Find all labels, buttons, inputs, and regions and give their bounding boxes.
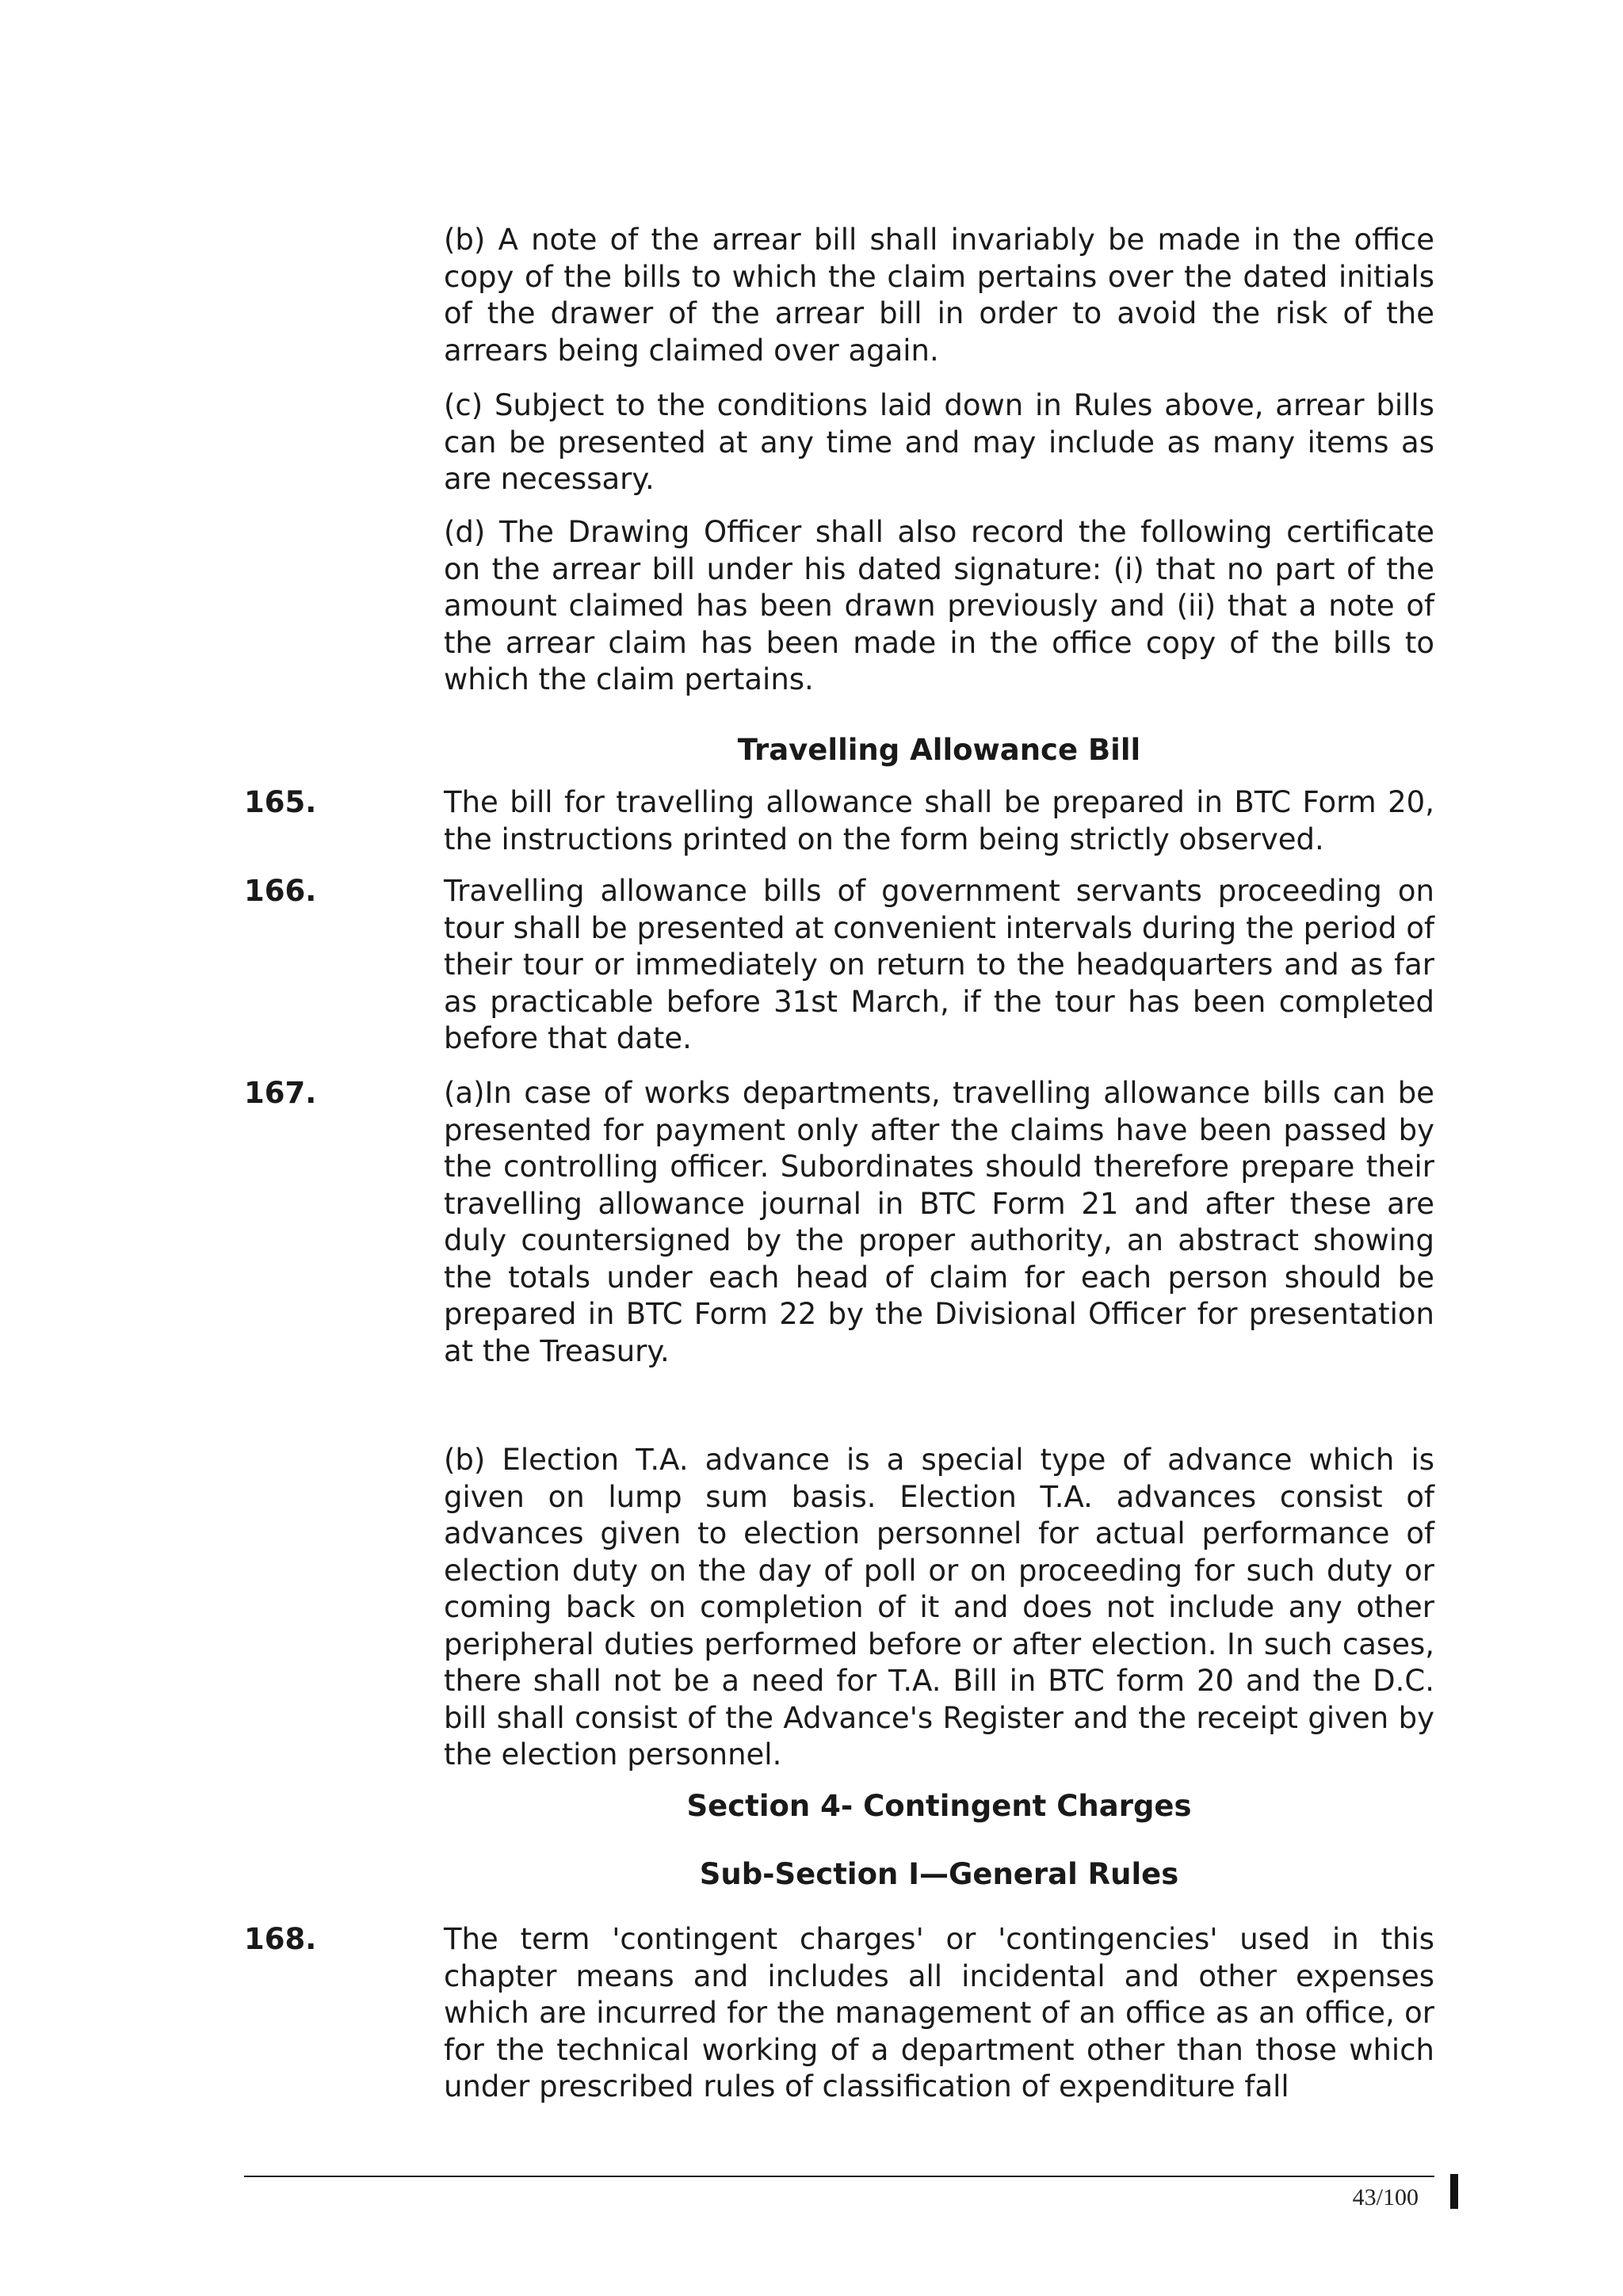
page-number: 43/100: [1352, 2184, 1419, 2210]
rule-number-167: 167.: [244, 1076, 317, 1110]
heading-section-4-contingent-charges: Section 4- Contingent Charges: [686, 1789, 1192, 1823]
heading-travelling-allowance-bill: Travelling Allowance Bill: [737, 733, 1141, 767]
heading-sub-section-general-rules: Sub-Section I—General Rules: [699, 1857, 1179, 1891]
rule-text-167a: (a)In case of works departments, travelling allowance bills can be presented for payment only after the claims have been passed by the controlling officer. Subordinates should therefore prepare their travelling allowance journal in BTC Form 21 and after these are duly countersigned by the proper authority, an abstract showing the totals under each head of claim for each person should be prepared in BTC Form 22 by the Divisional Officer for presentation at the Treasury.: [444, 1076, 1434, 1368]
paragraph-167b-election-advance: (b) Election T.A. advance is a special type of advance which is given on lump sum basis. Election T.A. advances consist of advances given to election personnel for actual performance of election duty on the day of poll or on proceeding for such duty or coming back on completion of it and does not include any other peripheral duties performed before or after election. In such cases, there shall not be a need for T.A. Bill in BTC form 20 and the D.C. bill shall consist of the Advance's Register and the receipt given by the election personnel.: [444, 1443, 1434, 1772]
footer-bar-mark: [1450, 2174, 1458, 2209]
rule-text-168: The term 'contingent charges' or 'contingencies' used in this chapter means and includes all incidental and other expenses which are incurred for the management of an office as an office, or for the technical working of a department other than those which under prescribed rules of classification of expenditure fall: [444, 1922, 1434, 2103]
footer-divider: [244, 2176, 1434, 2177]
rule-number-165: 165.: [244, 785, 317, 819]
paragraph-arrear-c: (c) Subject to the conditions laid down in Rules above, arrear bills can be presented at any time and may include as many items as are necessary.: [444, 388, 1434, 496]
paragraph-arrear-d: (d) The Drawing Officer shall also record the following certificate on the arrear bill under his dated signature: (i) that no part of the amount claimed has been drawn previously and (ii) that a note of the arrear claim has been made in the office copy of the bills to which the claim pertains.: [444, 515, 1434, 696]
rule-number-168: 168.: [244, 1922, 317, 1956]
rule-text-166: Travelling allowance bills of government servants proceeding on tour shall be presented at convenient intervals during the period of their tour or immediately on return to the headquarters and as far as practicable before 31st March, if the tour has been completed before that date.: [444, 874, 1434, 1055]
rule-text-165: The bill for travelling allowance shall be prepared in BTC Form 20, the instructions printed on the form being strictly observed.: [444, 785, 1434, 856]
paragraph-arrear-b: (b) A note of the arrear bill shall invariably be made in the office copy of the bills to which the claim pertains over the dated initials of the drawer of the arrear bill in order to avoid the risk of the arrears being claimed over again.: [444, 223, 1434, 368]
rule-number-166: 166.: [244, 874, 317, 908]
